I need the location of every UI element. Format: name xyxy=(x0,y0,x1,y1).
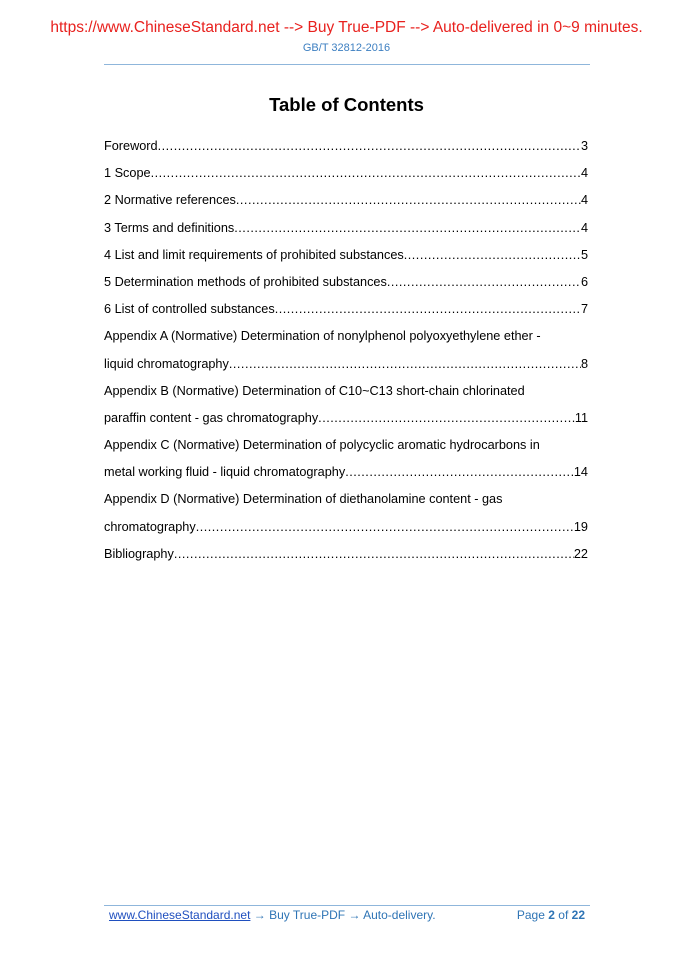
toc-page-number: 4 xyxy=(580,193,588,208)
footer-divider xyxy=(104,905,590,906)
toc-entry-bibliography[interactable] xyxy=(104,544,588,571)
toc-entry-prohibited-list[interactable] xyxy=(104,245,588,272)
toc-page-number: 5 xyxy=(580,247,588,262)
toc-leader xyxy=(318,408,575,428)
footer-promo xyxy=(109,908,436,922)
toc-entry-appendix-d-line1[interactable] xyxy=(104,489,588,516)
toc-page-number: 4 xyxy=(580,220,588,235)
toc-entry-title: Appendix B (Normative) Determination of C10~C13 short-chain chlorinated xyxy=(104,383,525,398)
page-label: Page xyxy=(516,908,545,922)
page-current: 2 xyxy=(548,908,555,922)
table-of-contents xyxy=(104,136,588,571)
page-title: Table of Contents xyxy=(269,94,424,115)
toc-entry-title: 5 Determination methods of prohibited substances xyxy=(104,274,387,289)
toc-entry-terms-definitions[interactable] xyxy=(104,218,588,245)
toc-entry-appendix-c-line1[interactable] xyxy=(104,435,588,462)
footer-website-link[interactable]: www.ChineseStandard.net xyxy=(109,908,251,922)
toc-entry-appendix-b-line1[interactable] xyxy=(104,381,588,408)
toc-page-number: 19 xyxy=(573,519,588,534)
toc-entry-title: 2 Normative references xyxy=(104,193,236,208)
toc-entry-title: paraffin content - gas chromatography xyxy=(104,410,319,425)
toc-entry-determination-methods[interactable] xyxy=(104,272,588,299)
top-banner[interactable]: https://www.ChineseStandard.net --> Buy True-PDF --> Auto-delivered in 0~9 minutes. xyxy=(50,19,643,36)
toc-leader xyxy=(174,544,574,564)
toc-entry-appendix-d-line2[interactable] xyxy=(104,517,588,544)
toc-entry-normative-references[interactable] xyxy=(104,190,588,217)
toc-entry-title: 6 List of controlled substances xyxy=(104,302,275,317)
toc-page-number: 4 xyxy=(580,166,588,181)
toc-page-number: 7 xyxy=(580,302,588,317)
toc-entry-title: Foreword xyxy=(104,139,158,153)
toc-leader xyxy=(387,272,581,292)
toc-page-number: 6 xyxy=(580,274,588,289)
toc-leader xyxy=(345,462,574,482)
toc-entry-title: metal working fluid - liquid chromatography xyxy=(104,465,346,480)
toc-leader xyxy=(151,163,581,183)
toc-entry-scope[interactable] xyxy=(104,163,588,190)
toc-page-number: 3 xyxy=(580,139,588,153)
toc-entry-appendix-c-line2[interactable] xyxy=(104,462,588,489)
toc-entry-foreword[interactable] xyxy=(104,136,588,163)
page-total: 22 xyxy=(571,908,585,922)
toc-entry-title: 4 List and limit requirements of prohibited substances xyxy=(104,247,404,262)
toc-page-number: 14 xyxy=(573,465,588,480)
toc-entry-controlled-substances[interactable] xyxy=(104,299,588,326)
toc-leader xyxy=(236,190,581,210)
toc-leader xyxy=(404,245,581,265)
page-indicator xyxy=(517,908,585,922)
toc-page-number: 22 xyxy=(573,546,588,561)
toc-entry-title: Appendix A (Normative) Determination of nonylphenol polyoxyethylene ether - xyxy=(104,329,541,344)
toc-leader xyxy=(275,299,581,319)
page-of: of xyxy=(558,908,569,922)
toc-entry-title: 1 Scope xyxy=(104,166,151,181)
toc-leader xyxy=(196,517,574,537)
toc-entry-title: chromatography xyxy=(104,519,196,534)
toc-leader xyxy=(158,136,581,156)
toc-leader xyxy=(229,354,581,374)
toc-entry-appendix-a-line1[interactable] xyxy=(104,326,588,353)
toc-entry-title: Appendix C (Normative) Determination of polycyclic aromatic hydrocarbons in xyxy=(104,438,540,453)
toc-entry-title: 3 Terms and definitions xyxy=(104,220,235,235)
toc-entry-title: Bibliography xyxy=(104,546,174,561)
footer-promo-text: → Buy True-PDF → Auto-delivery. xyxy=(250,908,436,922)
standard-code: GB/T 32812-2016 xyxy=(302,42,391,54)
toc-page-number: 8 xyxy=(580,356,588,371)
toc-entry-appendix-b-line2[interactable] xyxy=(104,408,588,435)
toc-entry-appendix-a-line2[interactable] xyxy=(104,354,588,381)
toc-entry-title: liquid chromatography xyxy=(104,356,229,371)
toc-page-number: 11 xyxy=(574,410,588,425)
page-footer xyxy=(109,908,585,922)
toc-entry-title: Appendix D (Normative) Determination of diethanolamine content - gas xyxy=(104,492,503,507)
header-divider xyxy=(104,64,590,65)
toc-leader xyxy=(234,218,581,238)
